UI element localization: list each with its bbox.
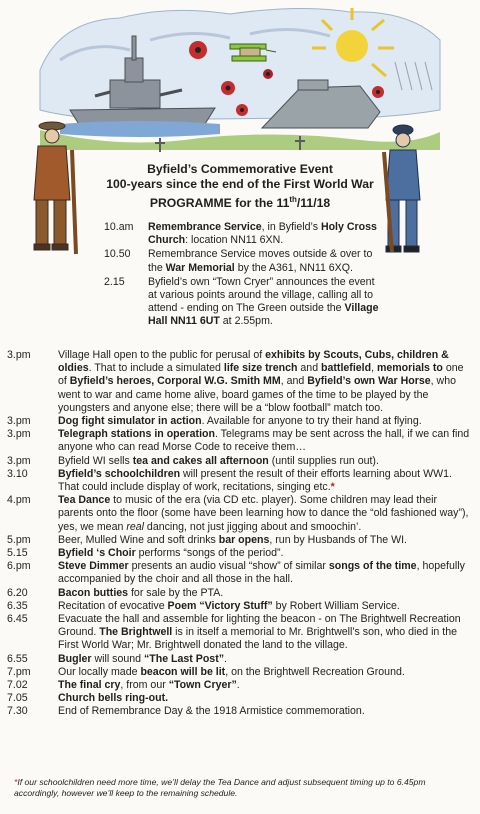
schedule-time: 4.pm (7, 494, 31, 507)
schedule-time: 3.10 (7, 467, 28, 480)
schedule-description: Dog fight simulator in action. Available for anyone to try their hand at flying. (58, 415, 422, 428)
schedule-time: 7.pm (7, 665, 31, 678)
schedule-item (104, 276, 386, 329)
schedule-description: End of Remembrance Day & the 1918 Armistice commemoration. (58, 705, 365, 718)
schedule-time: 2.15 (104, 275, 125, 288)
programme-header (0, 162, 480, 211)
schedule-description: Remembrance Service, in Byfield’s Holy Cross Church: location NN11 6XN. (148, 221, 377, 247)
schedule-description: Byfield ‘s Choir performs “songs of the period”. (58, 547, 284, 560)
schedule-time: 3.pm (7, 349, 31, 361)
schedule-description: Bugler will sound “The Last Post”. (58, 652, 227, 665)
schedule-item (7, 666, 473, 679)
programme-date: PROGRAMME for the 11th/11/18 (149, 195, 331, 211)
schedule-description: Byfield WI sells tea and cakes all afternoon (until supplies run out). (58, 454, 379, 467)
schedule-description: Our locally made beacon will be lit, on the Brightwell Recreation Ground. (58, 665, 405, 678)
morning-schedule (104, 221, 386, 330)
schedule-item (7, 468, 473, 494)
schedule-time: 3.pm (7, 415, 31, 428)
schedule-description: Tea Dance to music of the era (via CD etc. player). Some children may lead their parents onto the floor (some have been learning how to dance the “old fashioned way”), yes, we mean real dancing, not just jigging about and smoochin’. (58, 494, 469, 533)
schedule-time: 3.pm (7, 428, 31, 441)
schedule-description: Recitation of evocative Poem “Victory Stuff” by Robert William Service. (58, 599, 400, 612)
schedule-description: Telegraph stations in operation. Telegrams may be sent across the hall, if we can find anyone who can read Morse Code to receive them… (58, 428, 470, 454)
schedule-time: 6.55 (7, 652, 28, 665)
schedule-description: Evacuate the hall and assemble for lighting the beacon - on The Brightwell Recreation Ground. The Brightwell is in itself a memorial to Mr. Brightwell’s son, who died in the First World War; Mr. Brightwell donated the land to the village. (58, 613, 461, 652)
event-subtitle: 100-years since the end of the First World War (106, 177, 374, 191)
schedule-time: 5.15 (7, 547, 28, 560)
schedule-item (7, 494, 473, 534)
schedule-item (7, 679, 473, 692)
schedule-item (7, 613, 473, 653)
schedule-time: 6.20 (7, 586, 28, 599)
schedule-time: 6.35 (7, 599, 28, 612)
schedule-item (7, 560, 473, 586)
event-title: Byfield’s Commemorative Event (147, 162, 333, 176)
schedule-time: 10.50 (104, 248, 131, 261)
schedule-item (104, 248, 386, 274)
schedule-item (7, 455, 473, 468)
schedule-description: Remembrance Service moves outside & over to the War Memorial by the A361, NN11 6XQ. (148, 248, 373, 274)
schedule-item (7, 534, 473, 547)
schedule-item (7, 587, 473, 600)
footnote: *If our schoolchildren need more time, we’ll delay the Tea Dance and adjust subsequent timing up to 6.45pm accordingly, however we’ll keep to the remaining schedule. (14, 777, 426, 798)
schedule-item (104, 221, 386, 247)
schedule-item (7, 415, 473, 428)
schedule-item (7, 653, 473, 666)
schedule-description: Steve Dimmer presents an audio visual “show” of similar songs of the time, hopefully accompanied by the choir and all those in the hall. (58, 560, 465, 586)
schedule-description: The final cry, from our “Town Cryer”. (58, 679, 240, 692)
schedule-description: Byfield’s own “Town Cryer” announces the event at various points around the village, calling all to attend - ending on The Green outside the Village Hall NN11 6UT at 2.55pm. (148, 275, 379, 328)
schedule-item (7, 428, 473, 454)
schedule-time: 7.30 (7, 705, 28, 718)
schedule-description: Byfield’s schoolchildren will present the result of their efforts learning about WW1. That could include display of work, recitations, singing etc.* (58, 467, 452, 494)
schedule-description: Bacon butties for sale by the PTA. (58, 586, 224, 599)
schedule-item (7, 547, 473, 560)
schedule-description: Village Hall open to the public for perusal of exhibits by Scouts, Cubs, children & oldies. That to include a simulated life size trench and battlefield, memorials to one of Byfield’s heroes, Corporal W.G. Smith MM, and Byfield’s own War Horse, who went to war and came home alive, board games of the time to be played by the youngsters and anyone else; there will be a “blow football” match too. (58, 349, 464, 414)
schedule-description: Beer, Mulled Wine and soft drinks bar opens, run by Husbands of The WI. (58, 533, 407, 546)
sea (60, 121, 220, 137)
schedule-description: Church bells ring-out. (58, 692, 169, 705)
schedule-item (7, 349, 473, 415)
schedule-time: 5.pm (7, 533, 31, 546)
schedule-item (7, 705, 473, 718)
schedule-item (7, 600, 473, 613)
schedule-time: 3.pm (7, 454, 31, 467)
schedule-item (7, 692, 473, 705)
schedule-time: 6.pm (7, 560, 31, 573)
schedule-time: 7.02 (7, 679, 28, 692)
schedule-time: 7.05 (7, 692, 28, 705)
schedule-time: 6.45 (7, 613, 28, 626)
afternoon-schedule (7, 349, 473, 719)
schedule-time: 10.am (104, 221, 134, 233)
